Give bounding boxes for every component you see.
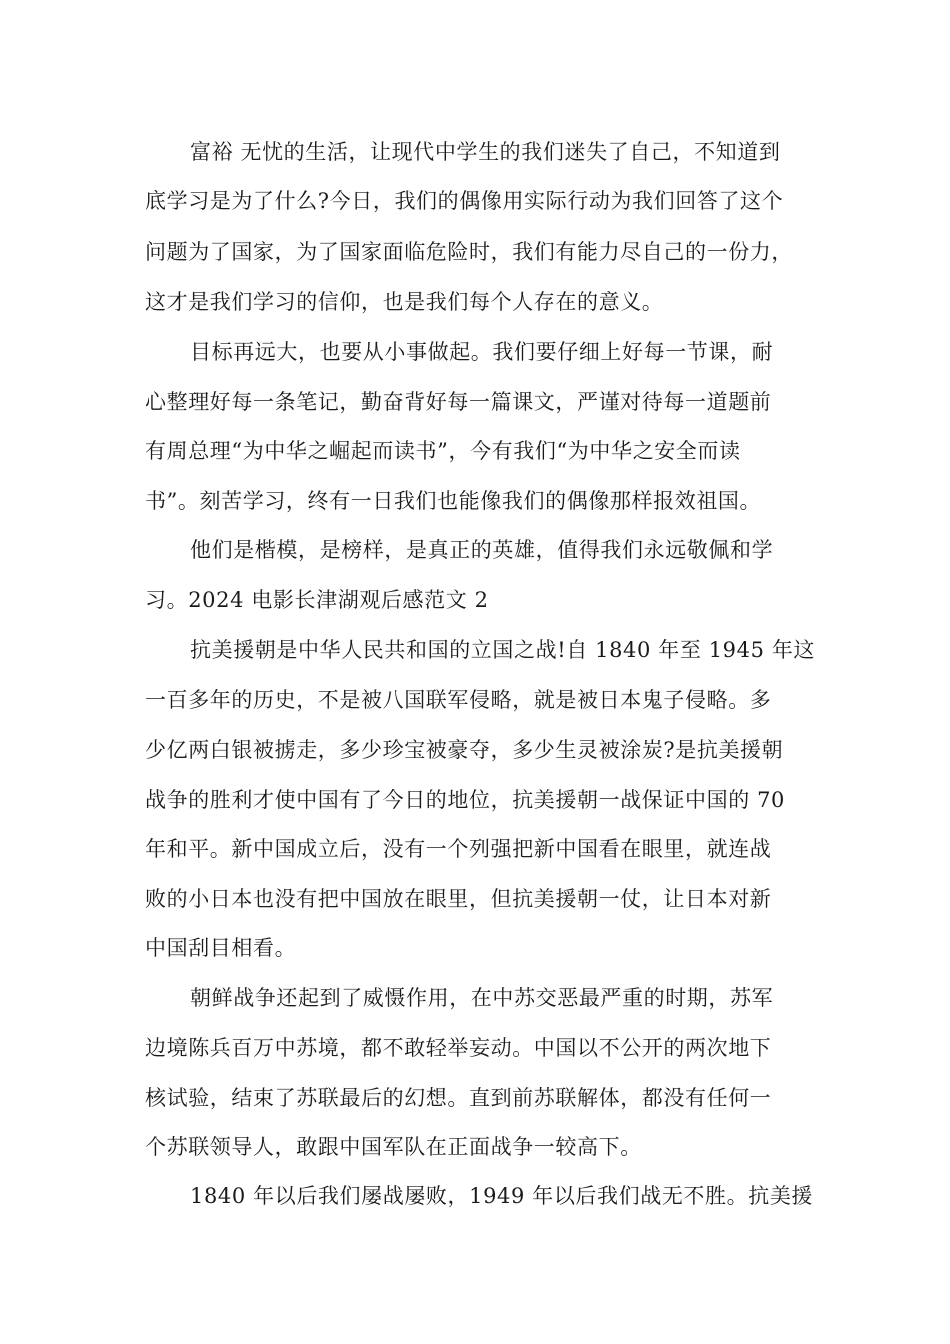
text-line: 个苏联领导人，敢跟中国军队在正面战争一较高下。 bbox=[145, 1135, 642, 1159]
text-line: 一百多年的历史，不是被八国联军侵略，就是被日本鬼子侵略。多 bbox=[145, 688, 772, 712]
text-line: 朝鲜战争还起到了威慑作用，在中苏交恶最严重的时期，苏军 bbox=[190, 986, 774, 1010]
text-line: 少亿两白银被掳走，多少珍宝被豪夺，多少生灵被涂炭?是抗美援朝 bbox=[145, 738, 784, 762]
text-line: 核试验，结束了苏联最后的幻想。直到前苏联解体，都没有任何一 bbox=[145, 1086, 772, 1110]
text-line: 书”。刻苦学习，终有一日我们也能像我们的偶像那样报效祖国。 bbox=[145, 489, 762, 513]
text-line: 富裕 无忧的生活，让现代中学生的我们迷失了自己，不知道到 bbox=[190, 140, 781, 164]
text-line: 有周总理“为中华之崛起而读书”，今有我们“为中华之安全而读 bbox=[145, 439, 741, 463]
text-line: 败的小日本也没有把中国放在眼里，但抗美援朝一仗，让日本对新 bbox=[145, 887, 772, 911]
text-line: 战争的胜利才使中国有了今日的地位，抗美援朝一战保证中国的 70 bbox=[145, 788, 785, 812]
text-line: 抗美援朝是中华人民共和国的立国之战!自 1840 年至 1945 年这 bbox=[190, 638, 816, 662]
text-line: 习。2024 电影长津湖观后感范文 2 bbox=[145, 588, 489, 612]
text-line: 边境陈兵百万中苏境，都不敢轻举妄动。中国以不公开的两次地下 bbox=[145, 1036, 772, 1060]
text-line: 1840 年以后我们屡战屡败，1949 年以后我们战无不胜。抗美援 bbox=[190, 1184, 814, 1208]
text-line: 底学习是为了什么?今日，我们的偶像用实际行动为我们回答了这个 bbox=[145, 189, 784, 213]
text-line: 这才是我们学习的信仰，也是我们每个人存在的意义。 bbox=[145, 290, 664, 314]
text-line: 中国刮目相看。 bbox=[145, 936, 297, 960]
text-line: 心整理好每一条笔记，勤奋背好每一篇课文，严谨对待每一道题前 bbox=[145, 390, 772, 414]
text-line: 目标再远大，也要从小事做起。我们要仔细上好每一节课，耐 bbox=[190, 340, 774, 364]
text-line: 年和平。新中国成立后，没有一个列强把新中国看在眼里，就连战 bbox=[145, 837, 772, 861]
text-line: 他们是楷模，是榜样，是真正的英雄，值得我们永远敬佩和学 bbox=[190, 538, 774, 562]
text-line: 问题为了国家，为了国家面临危险时，我们有能力尽自己的一份力， bbox=[145, 240, 793, 264]
